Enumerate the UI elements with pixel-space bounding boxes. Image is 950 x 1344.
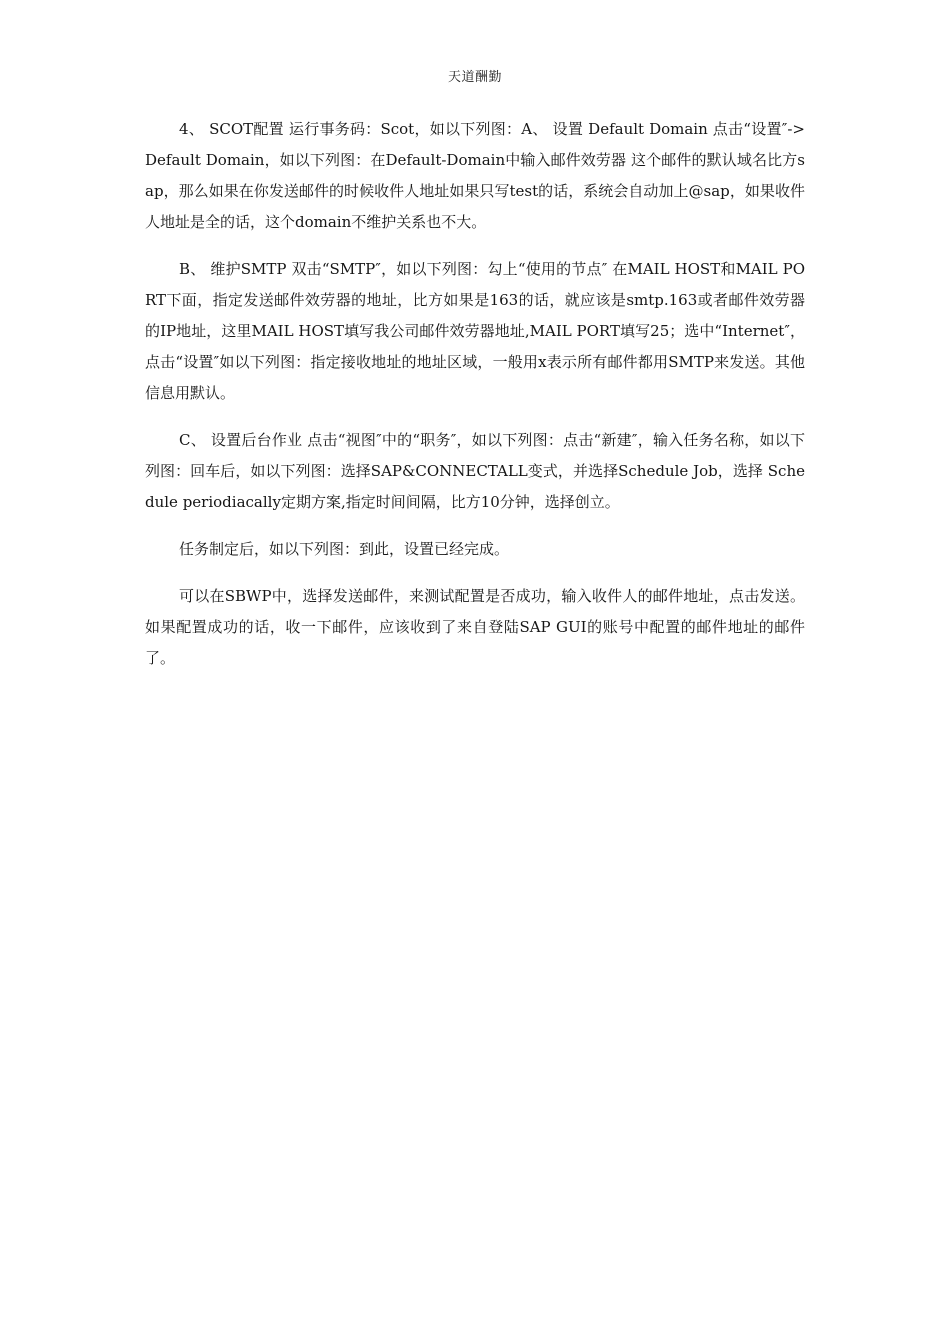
paragraph-sbwp-test: 可以在SBWP中，选择发送邮件，来测试配置是否成功，输入收件人的邮件地址，点击发送。如果配置成功的话，收一下邮件，应该收到了来自登陆SAP GUI的账号中配置的邮件地址的邮件了。 — [145, 587, 805, 667]
paragraph-smtp-maintenance: B、 维护SMTP 双击“SMTP″，如以下列图：勾上“使用的节点″ 在MAIL HOST和MAIL PORT下面，指定发送邮件效劳器的地址，比方如果是163的话，就应该是smtp.163或者邮件效劳器的IP地址，这里MAIL HOST填写我公司邮件效劳器地址,MAIL PORT填写25；选中“Internet″，点击“设置″如以下列图：指定接收地址的地址区域，一般用x表示所有邮件都用SMTP来发送。其他信息用默认。 — [145, 260, 805, 402]
paragraph-scot-config: 4、 SCOT配置 运行事务码：Scot，如以下列图：A、 设置 Default Domain 点击“设置″->Default Domain，如以下列图：在Default-Domain中输入邮件效劳器 这个邮件的默认域名比方sap，那么如果在你发送邮件的时候收件人地址如果只写test的话，系统会自动加上@sap，如果收件人地址是全的话，这个domain不维护关系也不大。 — [145, 120, 805, 231]
paragraph-background-job: C、 设置后台作业 点击“视图″中的“职务″，如以下列图：点击“新建″，输入任务名称，如以下列图：回车后，如以下列图：选择SAP&CONNECTALL变式，并选择Schedule Job，选择 Schedule periodiacally定期方案,指定时间间隔，比方10分钟，选择创立。 — [145, 431, 805, 511]
document-body — [145, 114, 805, 690]
paragraph-setup-complete: 任务制定后，如以下列图：到此，设置已经完成。 — [179, 540, 510, 558]
page-header: 天道酬勤 — [447, 70, 502, 85]
